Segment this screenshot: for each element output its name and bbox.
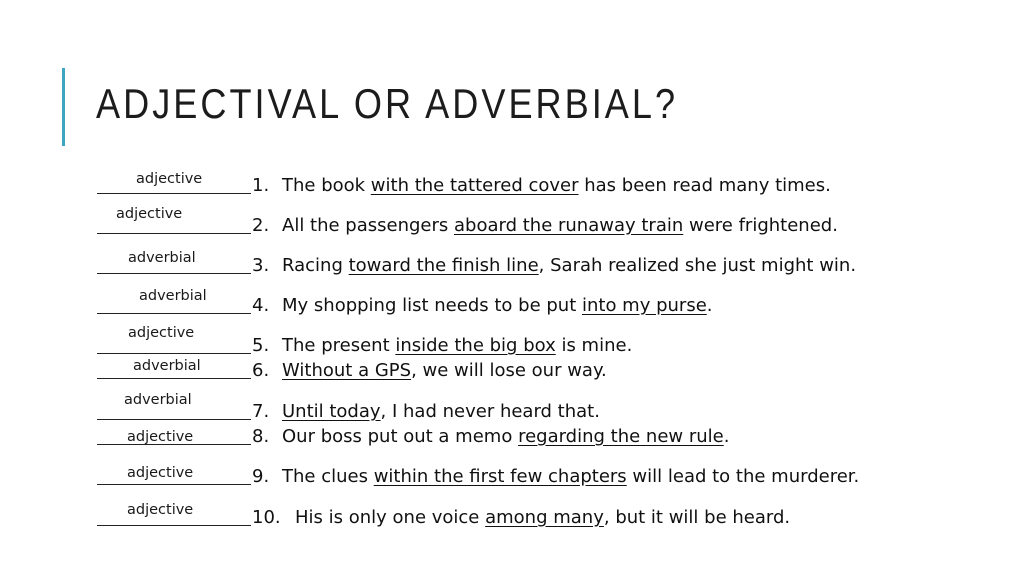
- handwritten-answer: adverbial: [133, 358, 201, 374]
- exercise-item-2: [0, 206, 1024, 244]
- sentence: [252, 175, 831, 196]
- sentence-post: , Sarah realized she just might win.: [538, 255, 857, 276]
- handwritten-answer: adjective: [116, 206, 183, 222]
- sentence-pre: My shopping list needs to be put: [282, 295, 582, 316]
- underlined-phrase: into my purse: [581, 295, 707, 316]
- item-number: 8.: [252, 426, 270, 447]
- sentence: [252, 215, 838, 236]
- sentence-pre: Racing: [282, 255, 349, 276]
- sentence: [252, 401, 600, 422]
- underlined-phrase: among many: [485, 507, 604, 528]
- title-accent-bar: [62, 68, 65, 146]
- sentence-post: .: [723, 426, 730, 447]
- answer-blank: [97, 484, 251, 485]
- underlined-phrase: aboard the runaway train: [454, 215, 684, 236]
- handwritten-answer: adjective: [136, 171, 203, 187]
- underlined-phrase: regarding the new rule: [518, 426, 724, 447]
- exercise-item-9: [0, 465, 1024, 495]
- sentence-pre: All the passengers: [282, 215, 454, 236]
- handwritten-answer: adjective: [127, 502, 194, 518]
- sentence-pre: The present: [282, 335, 396, 356]
- sentence-post: has been read many times.: [578, 175, 831, 196]
- answer-blank: [97, 525, 251, 526]
- sentence-pre: Our boss put out a memo: [282, 426, 519, 447]
- slide-title: ADJECTIVAL OR ADVERBIAL?: [96, 80, 679, 127]
- handwritten-answer: adjective: [127, 465, 194, 481]
- sentence: [252, 507, 790, 528]
- answer-blank: [97, 313, 251, 314]
- item-number: 3.: [252, 255, 270, 276]
- item-number: 2.: [252, 215, 270, 236]
- item-number: 7.: [252, 401, 270, 422]
- underlined-phrase: Without a GPS: [282, 360, 412, 381]
- sentence-post: is mine.: [555, 335, 633, 356]
- handwritten-answer: adjective: [127, 429, 194, 445]
- answer-blank: [97, 273, 251, 274]
- underlined-phrase: toward the finish line: [348, 255, 539, 276]
- handwritten-answer: adverbial: [128, 250, 196, 266]
- sentence: [252, 295, 713, 316]
- sentence: [252, 360, 607, 381]
- sentence-post: , we will lose our way.: [411, 360, 607, 381]
- underlined-phrase: inside the big box: [395, 335, 556, 356]
- exercise-item-4: [0, 288, 1024, 324]
- answer-blank: [97, 353, 251, 354]
- item-number: 5.: [252, 335, 270, 356]
- answer-blank: [97, 378, 251, 379]
- sentence-post: will lead to the murderer.: [626, 466, 860, 487]
- exercise-item-6: [0, 359, 1024, 389]
- exercise-item-1: [0, 171, 1024, 204]
- handwritten-answer: adjective: [128, 325, 195, 341]
- item-number: 10.: [252, 507, 281, 528]
- sentence-post: .: [706, 295, 713, 316]
- item-number: 6.: [252, 360, 270, 381]
- sentence-pre: The clues: [282, 466, 374, 487]
- underlined-phrase: within the first few chapters: [373, 466, 627, 487]
- exercise-item-10: [0, 502, 1024, 536]
- handwritten-answer: adverbial: [124, 392, 192, 408]
- exercise-item-8: [0, 425, 1024, 455]
- sentence-pre: The book: [282, 175, 371, 196]
- underlined-phrase: with the tattered cover: [370, 175, 579, 196]
- answer-blank: [97, 419, 251, 420]
- handwritten-answer: adverbial: [139, 288, 207, 304]
- answer-blank: [97, 193, 251, 194]
- answer-blank: [97, 233, 251, 234]
- sentence-post: were frightened.: [683, 215, 838, 236]
- sentence: [252, 466, 859, 487]
- item-number: 1.: [252, 175, 270, 196]
- sentence-post: , but it will be heard.: [603, 507, 791, 528]
- sentence-pre: His is only one voice: [295, 507, 486, 528]
- sentence: [252, 255, 856, 276]
- sentence: [252, 426, 729, 447]
- item-number: 4.: [252, 295, 270, 316]
- sentence-post: , I had never heard that.: [380, 401, 600, 422]
- item-number: 9.: [252, 466, 270, 487]
- underlined-phrase: Until today: [282, 401, 381, 422]
- sentence: [252, 335, 632, 356]
- exercise-item-3: [0, 250, 1024, 284]
